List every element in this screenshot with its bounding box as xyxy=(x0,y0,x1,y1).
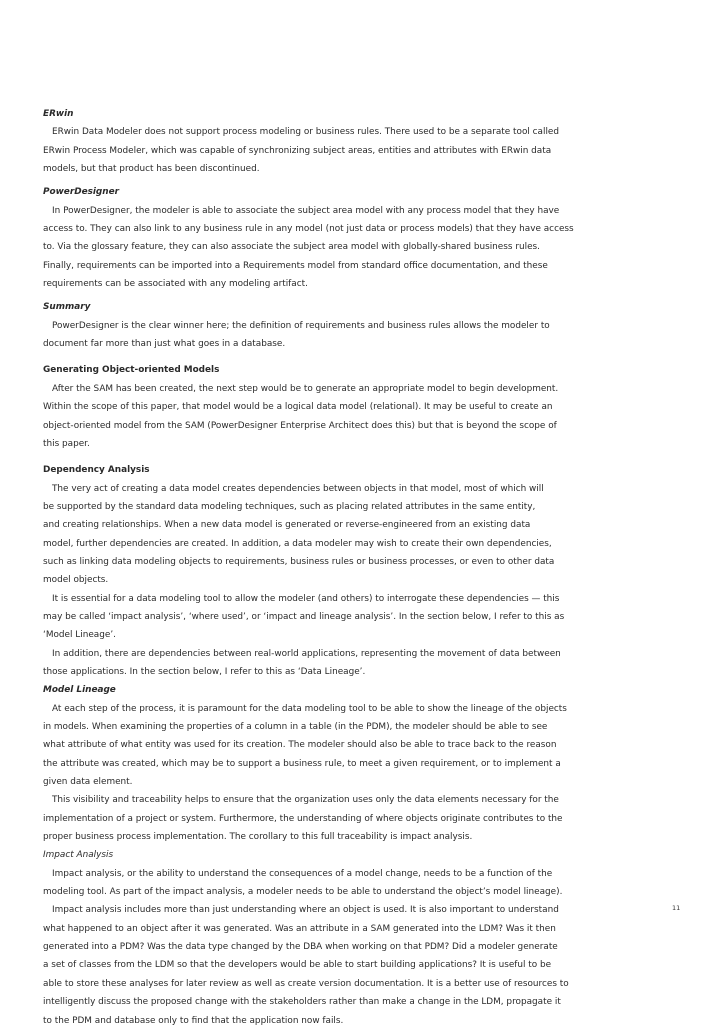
paragraph-line: modeling tool. As part of the impact analysis, a modeler needs to be able to understand the object’s model lineage). xyxy=(43,887,563,898)
paragraph-line: intelligently discuss the proposed change with the stakeholders rather than make a change in the LDM, propagate it xyxy=(43,997,561,1008)
paragraph-line: models, but that product has been discontinued. xyxy=(43,164,260,175)
paragraph-line: and creating relationships. When a new data model is generated or reverse-engineered from an existing data xyxy=(43,520,531,531)
paragraph-line: able to store these analyses for later review as well as create version documentation. It is a better use of resources to xyxy=(43,978,569,989)
paragraph-line: those applications. In the section below, I refer to this as ‘Data Lineage’. xyxy=(43,666,366,677)
document-body xyxy=(43,105,574,1030)
paragraph-line: Impact analysis, or the ability to understand the consequences of a model change, needs to be a function of the xyxy=(52,868,553,879)
paragraph-line: Finally, requirements can be imported into a Requirements model from standard office documentation, and these xyxy=(43,260,548,271)
paragraph-line: document far more than just what goes in a database. xyxy=(43,339,286,350)
section-heading-powerdesigner: PowerDesigner xyxy=(43,187,119,198)
paragraph-line: what attribute of what entity was used for its creation. The modeler should also be able to trace back to the reason xyxy=(43,740,557,751)
paragraph-line: proper business process implementation. The corollary to this full traceability is impact analysis. xyxy=(43,832,473,843)
paragraph-line: In PowerDesigner, the modeler is able to associate the subject area model with any process model that they have xyxy=(52,205,560,216)
paragraph-line: such as linking data modeling objects to requirements, business rules or business processes, or even to other data xyxy=(43,556,555,567)
paragraph-line: to. Via the glossary feature, they can also associate the subject area model with globally-shared business rules. xyxy=(43,242,540,253)
page-number: 11 xyxy=(672,904,681,912)
section-heading-impact-analysis: Impact Analysis xyxy=(43,850,114,861)
paragraph-line: ERwin Data Modeler does not support process modeling or business rules. There used to be a separate tool called xyxy=(52,127,560,138)
paragraph-line: PowerDesigner is the clear winner here; the definition of requirements and business rules allows the modeler to xyxy=(52,320,550,331)
paragraph-line: It is essential for a data modeling tool to allow the modeler (and others) to interrogate these dependencies — this xyxy=(52,593,560,604)
paragraph-line: requirements can be associated with any modeling artifact. xyxy=(43,279,308,290)
paragraph-line: be supported by the standard data modeling techniques, such as placing related attributes in the same entity, xyxy=(43,501,536,512)
paragraph-line: in models. When examining the properties of a column in a table (in the PDM), the modeler should be able to see xyxy=(43,722,548,732)
paragraph-line: implementation of a project or system. Furthermore, the understanding of where objects originate contributes to the xyxy=(43,813,563,824)
section-heading-summary: Summary xyxy=(43,302,91,313)
paragraph-line: This visibility and traceability helps to ensure that the organization uses only the data elements necessary for the xyxy=(52,795,559,806)
paragraph-line: this paper. xyxy=(43,438,90,449)
paragraph-line: a set of classes from the LDM so that the developers would be able to start building applications? It is useful to be xyxy=(43,960,552,971)
section-heading-erwin: ERwin xyxy=(43,109,74,119)
paragraph-line: After the SAM has been created, the next step would be to generate an appropriate model to begin development. xyxy=(52,383,559,394)
paragraph-line: access to. They can also link to any business rule in any model (not just data or process models) that they have access xyxy=(43,224,574,235)
paragraph-line: Impact analysis includes more than just understanding where an object is used. It is also important to understand xyxy=(52,905,559,916)
paragraph-line: Within the scope of this paper, that model would be a logical data model (relational). It may be useful to create an xyxy=(43,402,553,413)
paragraph-line: In addition, there are dependencies between real-world applications, representing the movement of data between xyxy=(52,648,561,659)
section-heading-model-lineage: Model Lineage xyxy=(43,685,116,696)
paragraph-line: generated into a PDM? Was the data type changed by the DBA when working on that PDM? Did a modeler generate xyxy=(43,942,558,953)
paragraph-line: ‘Model Lineage’. xyxy=(43,630,116,641)
paragraph-line: what happened to an object after it was generated. Was an attribute in a SAM generated into the LDM? Was it then xyxy=(43,923,556,934)
paragraph-line: to the PDM and database only to find that the application now fails. xyxy=(43,1015,344,1026)
paragraph-line: model objects. xyxy=(43,575,109,586)
paragraph-line: The very act of creating a data model creates dependencies between objects in that model, most of which will xyxy=(52,483,544,494)
paragraph-line: the attribute was created, which may be to support a business rule, to meet a given requirement, or to implement a xyxy=(43,758,561,769)
paragraph-line: given data element. xyxy=(43,777,133,788)
section-heading-generating-models: Generating Object-oriented Models xyxy=(43,365,220,376)
paragraph-line: model, further dependencies are created. In addition, a data modeler may wish to create their own dependencies, xyxy=(43,538,552,549)
section-heading-dependency-analysis: Dependency Analysis xyxy=(43,465,150,476)
paragraph-line: object-oriented model from the SAM (PowerDesigner Enterprise Architect does this) but that is beyond the scope of xyxy=(43,420,557,431)
paragraph-line: may be called ‘impact analysis’, ‘where used’, or ‘impact and lineage analysis’. In the section below, I refer to this as xyxy=(43,611,565,622)
paragraph-line: ERwin Process Modeler, which was capable of synchronizing subject areas, entities and attributes with ERwin data xyxy=(43,145,552,156)
paragraph-line: At each step of the process, it is paramount for the data modeling tool to be able to show the lineage of the objects xyxy=(52,703,567,714)
